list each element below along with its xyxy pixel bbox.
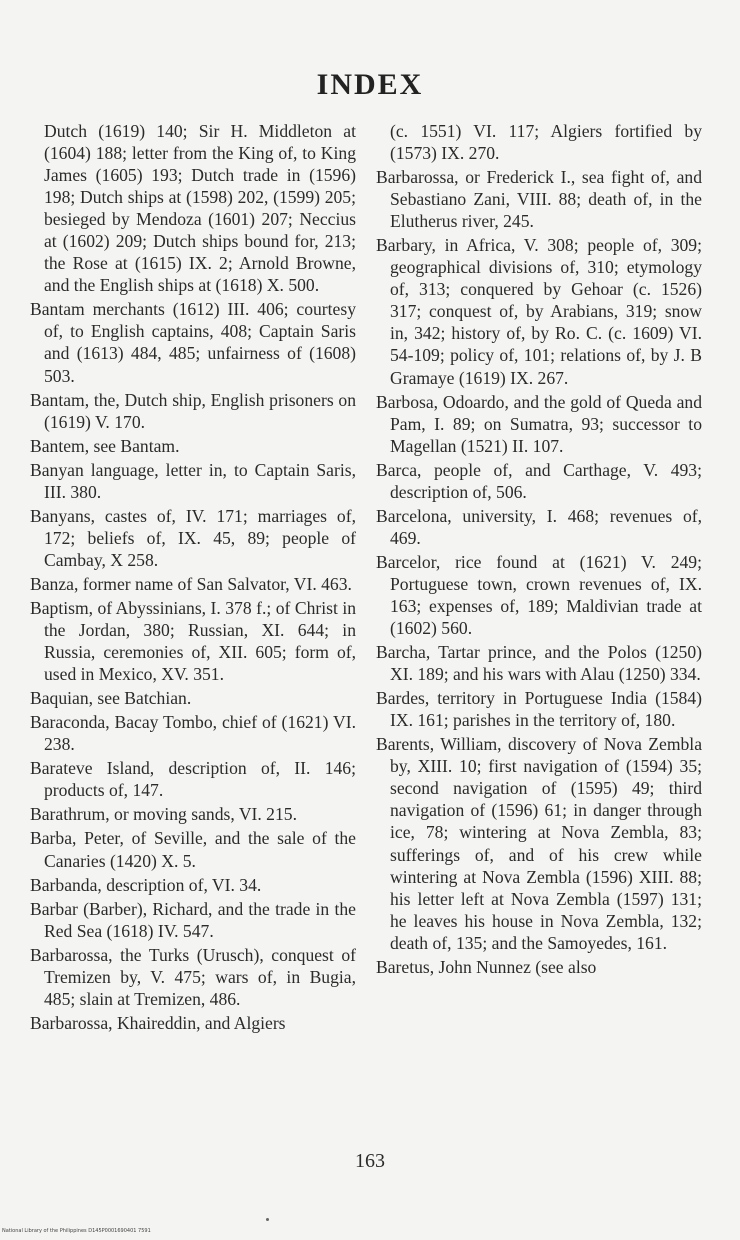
index-entry: Barcelona, university, I. 468; revenues of, 469. <box>376 505 702 548</box>
index-entry: Baraconda, Bacay Tombo, chief of (1621) VI. 238. <box>30 712 356 755</box>
index-entry: Barateve Island, description of, II. 146; products of, 147. <box>30 758 356 801</box>
ink-speck <box>266 1218 269 1221</box>
index-entry: Barbarossa, the Turks (Urusch), conquest of Tremizen by, V. 475; wars of, in Bugia, 485; slain at Tremizen, 486. <box>30 944 356 1009</box>
index-entry: Barbary, in Africa, V. 308; people of, 309; geographical divisions of, 310; etymology of, 313; conquered by Gehoar (c. 1526) 317; conquest of, by Arabians, 319; snow in, 342; history of, by Ro. C. (c. 1609) VI. 54-109; policy of, 101; relations of, by J. B Gramaye (1619) IX. 267. <box>376 235 702 388</box>
page-number: 163 <box>355 1150 385 1172</box>
index-entry: Barents, William, discovery of Nova Zembla by, XIII. 10; first navigation of (1594) 35; second navigation of (1595) 49; third navigation of (1596) 61; in danger through ice, 78; wintering at Nova Zembla, 83; sufferings of, and of his crew while wintering at Nova Zembla (1596) XIII. 88; his letter left at Nova Zembla (1597) 131; he leaves his house in Nova Zembla, 132; death of, 135; and the Samoyedes, 161. <box>376 734 702 953</box>
index-column-left <box>30 120 356 1036</box>
index-entry: Barca, people of, and Carthage, V. 493; description of, 506. <box>376 459 702 502</box>
index-entry: Barbarossa, or Frederick I., sea fight of, and Sebastiano Zani, VIII. 88; death of, in the Elutherus river, 245. <box>376 167 702 232</box>
index-entry: Barbosa, Odoardo, and the gold of Queda and Pam, I. 89; on Sumatra, 93; successor to Magellan (1521) II. 107. <box>376 391 702 456</box>
index-entry: Baretus, John Nunnez (see also <box>376 956 597 977</box>
index-entry: Banyans, castes of, IV. 171; marriages of, 172; beliefs of, IX. 45, 89; people of Cambay, X 258. <box>30 505 356 570</box>
index-entry: Bantam merchants (1612) III. 406; courtesy of, to English captains, 408; Captain Saris and (1613) 484, 485; unfairness of (1608) 503. <box>30 299 356 386</box>
index-entry: Barbanda, description of, VI. 34. <box>30 874 262 895</box>
library-footer: National Library of the Philippines D145P0001690401 7591 <box>2 1228 151 1234</box>
index-entry: Barbar (Barber), Richard, and the trade in the Red Sea (1618) IV. 547. <box>30 898 356 941</box>
index-entry: Banza, former name of San Salvator, VI. 463. <box>30 573 352 594</box>
index-entry: Bantam, the, Dutch ship, English prisoners on (1619) V. 170. <box>30 389 356 432</box>
index-entry: Barcha, Tartar prince, and the Polos (1250) XI. 189; and his wars with Alau (1250) 334. <box>376 642 702 685</box>
index-entry: Barathrum, or moving sands, VI. 215. <box>30 804 297 825</box>
index-entry: Banyan language, letter in, to Captain Saris, III. 380. <box>30 459 356 502</box>
index-entry: Barbarossa, Khaireddin, and Algiers <box>30 1012 286 1033</box>
index-entry: Dutch (1619) 140; Sir H. Middleton at (1604) 188; letter from the King of, to King James (1605) 193; Dutch trade in (1596) 198; Dutch ships at (1598) 202, (1599) 205; besieged by Mendoza (1601) 207; Neccius at (1602) 209; Dutch ships bound for, 213; the Rose at (1615) IX. 2; Arnold Browne, and the English ships at (1618) X. 500. <box>44 121 356 296</box>
index-entry: Baptism, of Abyssinians, I. 378 f.; of Christ in the Jordan, 380; Russian, XI. 644; in Russia, ceremonies of, XII. 605; form of, used in Mexico, XV. 351. <box>30 597 356 685</box>
index-column-right <box>376 120 702 980</box>
index-entry: Barcelor, rice found at (1621) V. 249; Portuguese town, crown revenues of, IX. 163; expenses of, 189; Maldivian trade at (1602) 560. <box>376 551 702 639</box>
index-entry: Bardes, territory in Portuguese India (1584) IX. 161; parishes in the territory of, 180. <box>376 688 702 731</box>
page-title: INDEX <box>316 68 424 101</box>
index-entry: Barba, Peter, of Seville, and the sale of the Canaries (1420) X. 5. <box>30 828 356 871</box>
index-entry: (c. 1551) VI. 117; Algiers fortified by (1573) IX. 270. <box>390 121 702 164</box>
index-entry: Bantem, see Bantam. <box>30 435 180 456</box>
index-entry: Baquian, see Batchian. <box>30 688 192 709</box>
